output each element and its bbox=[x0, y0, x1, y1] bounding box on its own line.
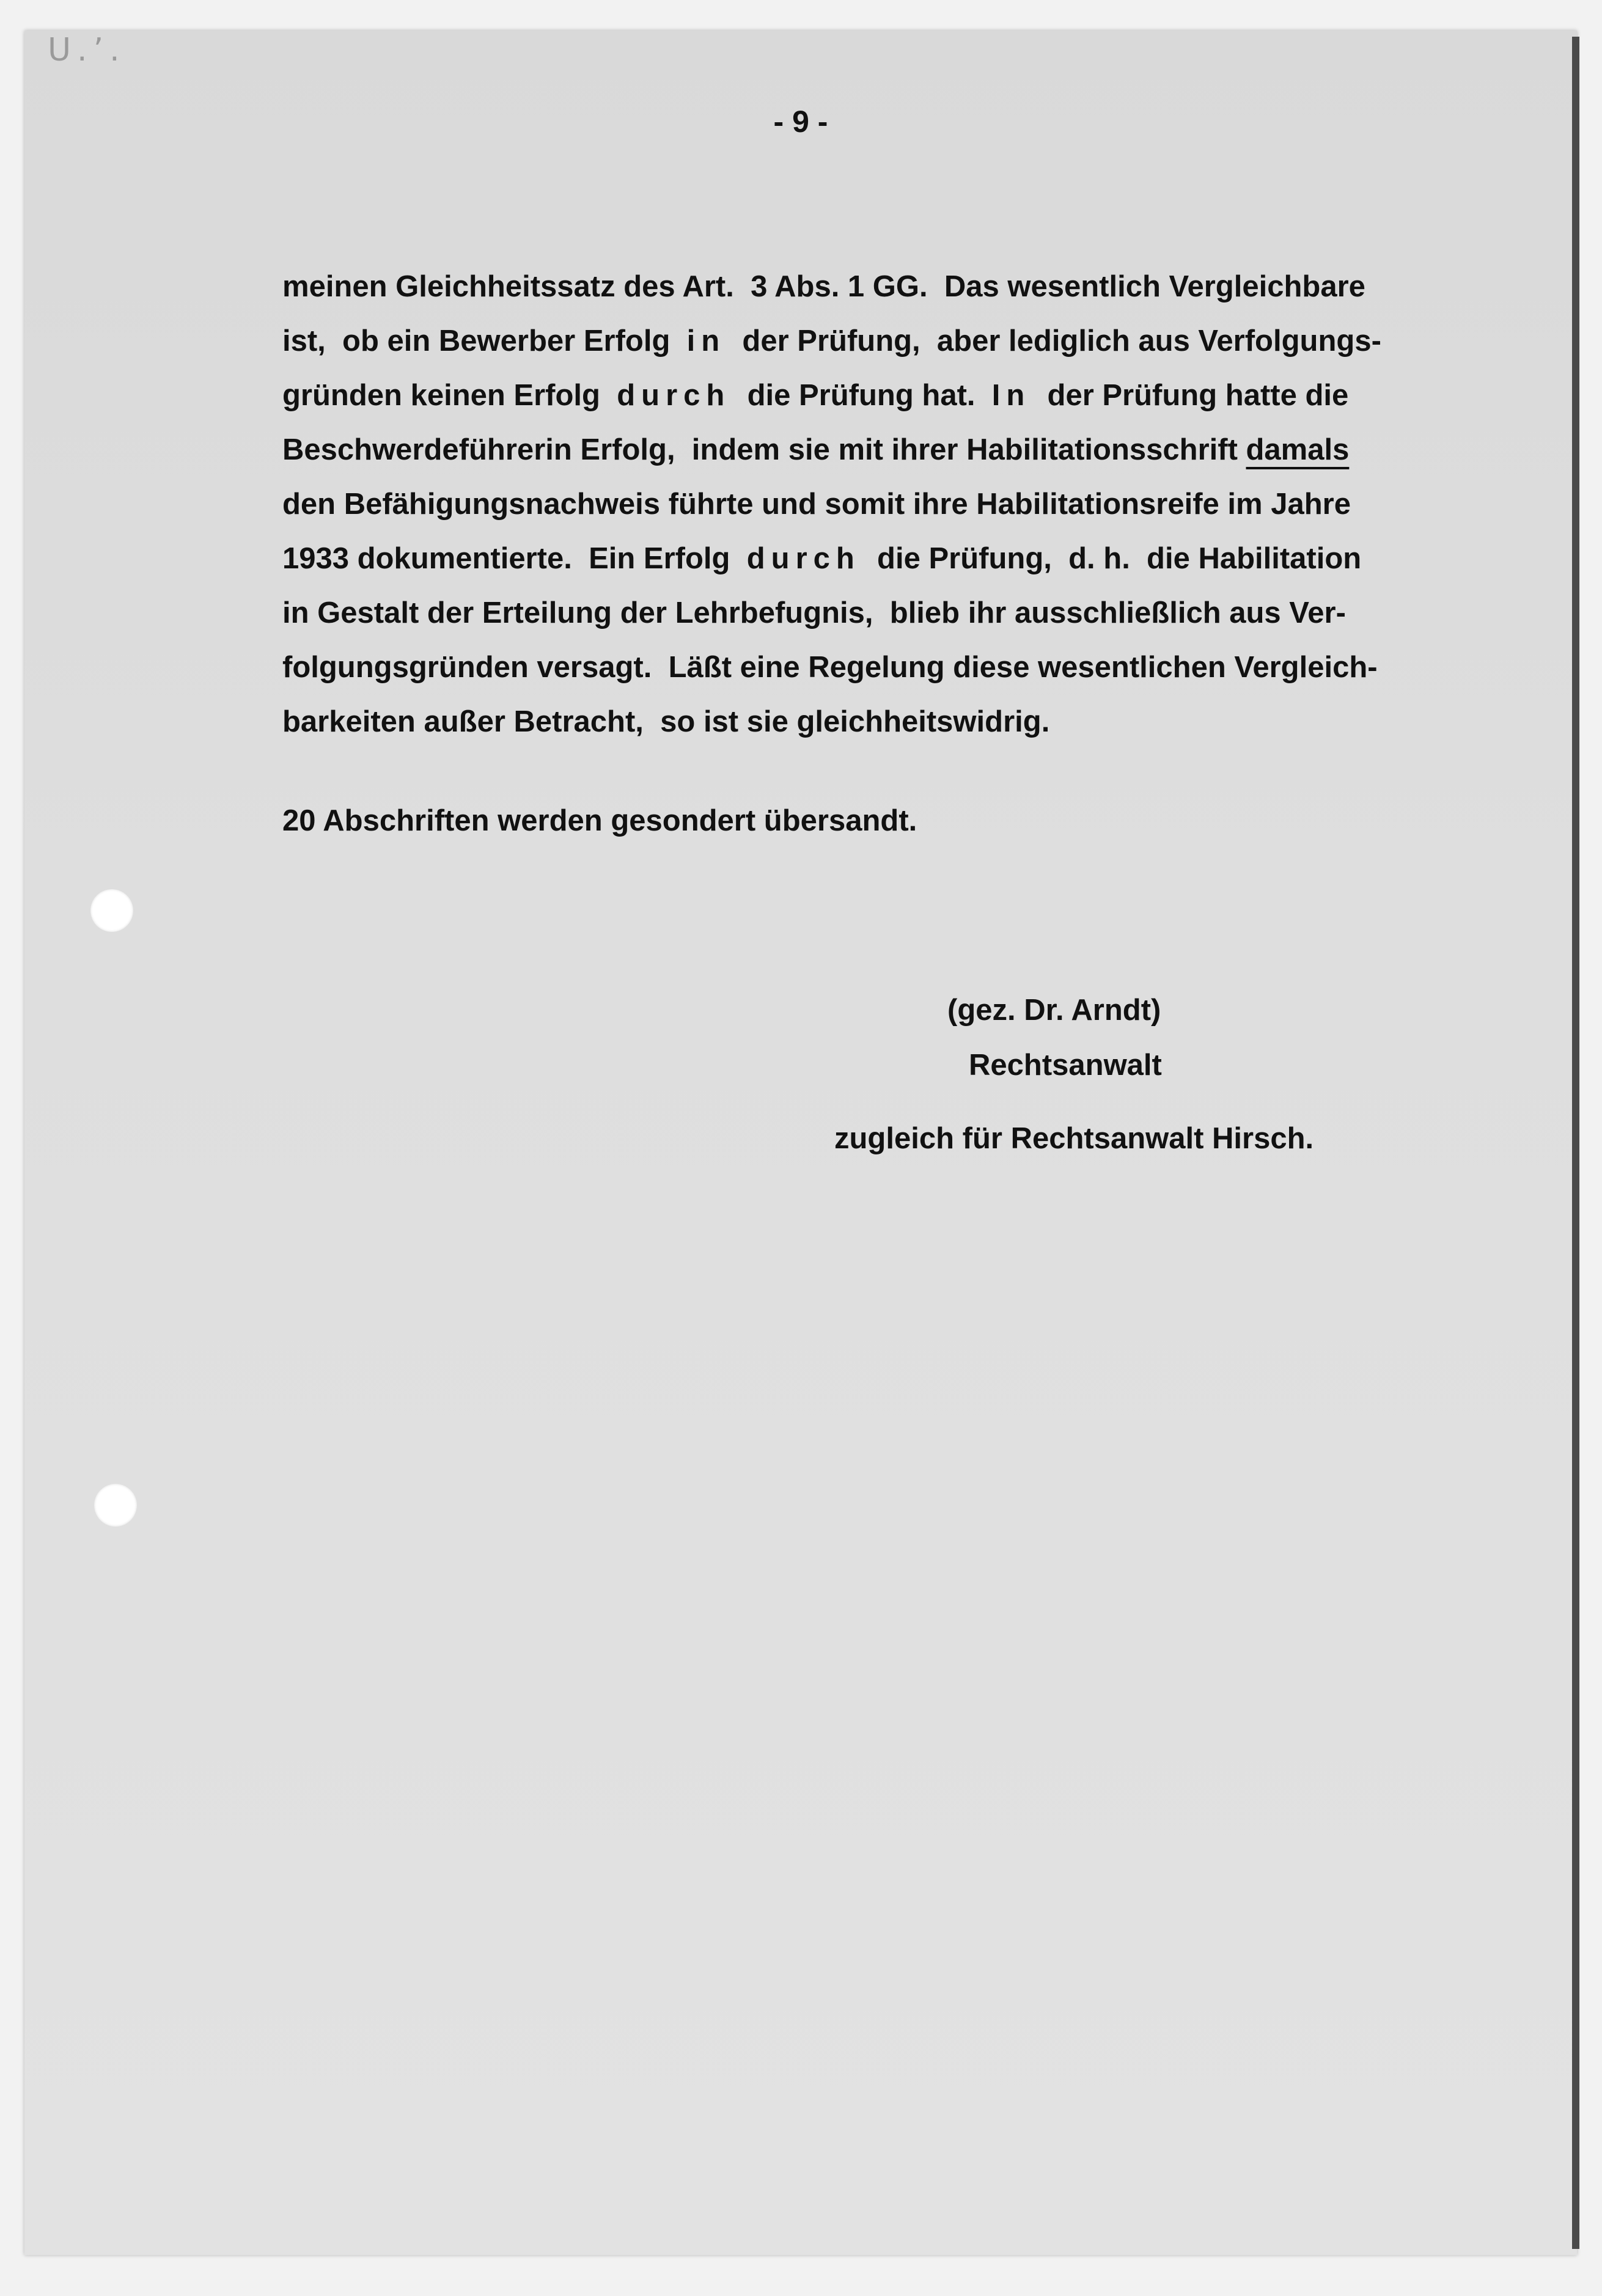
line-text: die Prüfung, d. h. die Habilitation bbox=[860, 542, 1362, 575]
paragraph-line bbox=[282, 314, 1541, 369]
line-text: die Prüfung hat. bbox=[730, 379, 992, 412]
emphasis-text: durch bbox=[617, 379, 731, 412]
signature-title: Rechtsanwalt bbox=[969, 1049, 1162, 1082]
line-text: barkeiten außer Betracht, so ist sie gleichheitswidrig. bbox=[282, 705, 1050, 738]
page-number: - 9 - bbox=[773, 105, 828, 139]
line-text: gründen keinen Erfolg bbox=[282, 379, 617, 412]
line-text: folgungsgründen versagt. Läßt eine Regelung diese wesentlichen Vergleich- bbox=[282, 651, 1378, 684]
line-text: in Gestalt der Erteilung der Lehrbefugnis, blieb ihr ausschließlich aus Ver- bbox=[282, 596, 1346, 629]
punch-hole-icon bbox=[94, 1484, 137, 1527]
signature-name: (gez. Dr. Arndt) bbox=[947, 994, 1161, 1027]
paragraph-line bbox=[282, 532, 1541, 586]
line-text: meinen Gleichheitssatz des Art. 3 Abs. 1 GG. Das wesentlich Vergleichbare bbox=[282, 270, 1365, 303]
paragraph-line bbox=[282, 640, 1541, 695]
paragraph-line bbox=[282, 369, 1541, 423]
emphasis-text: durch bbox=[746, 542, 861, 575]
line-text: der Prüfung, aber lediglich aus Verfolgungs- bbox=[726, 325, 1381, 358]
line-text: 1933 dokumentierte. Ein Erfolg bbox=[282, 542, 747, 575]
signature-also-for: zugleich für Rechtsanwalt Hirsch. bbox=[834, 1122, 1314, 1155]
line-text: der Prüfung hatte die bbox=[1031, 379, 1349, 412]
paragraph-line bbox=[282, 477, 1541, 532]
body-paragraph bbox=[282, 260, 1541, 749]
paragraph-line bbox=[282, 586, 1541, 640]
copies-note: 20 Abschriften werden gesondert übersandt. bbox=[282, 804, 917, 837]
emphasis-text: In bbox=[991, 379, 1031, 412]
paragraph-line bbox=[282, 423, 1541, 477]
paragraph-line bbox=[282, 260, 1541, 314]
emphasis-text: damals bbox=[1246, 433, 1350, 466]
punch-hole-icon bbox=[90, 889, 133, 932]
line-text: Beschwerdeführerin Erfolg, indem sie mit ihrer Habilitationsschrift bbox=[282, 433, 1246, 466]
paragraph-line bbox=[282, 695, 1541, 749]
corner-mark: U.’. bbox=[48, 32, 126, 68]
line-text: ist, ob ein Bewerber Erfolg bbox=[282, 325, 687, 358]
line-text: den Befähigungsnachweis führte und somit ihre Habilitationsreife im Jahre bbox=[282, 488, 1351, 521]
page-edge-shadow bbox=[1572, 37, 1579, 2249]
emphasis-text: in bbox=[686, 325, 726, 358]
